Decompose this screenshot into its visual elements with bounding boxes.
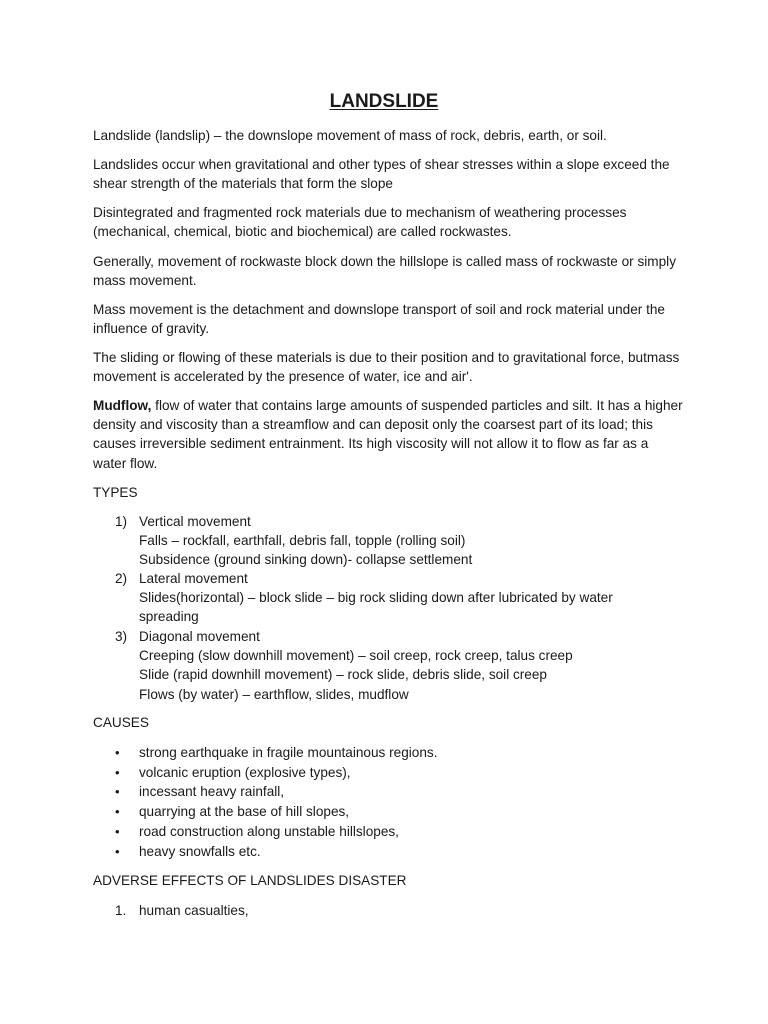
list-item xyxy=(93,627,683,704)
list-item-label: Vertical movement xyxy=(139,514,251,529)
mudflow-text: flow of water that contains large amounts of suspended particles and silt. It has a higher density and viscosity than a streamflow and can deposit only the coarsest part of its load; this causes irreversible sediment entrainment. Its high viscosity will not allow it to flow as far as a water flow. xyxy=(93,398,683,471)
paragraph-shear-stress: Landslides occur when gravitational and other types of shear stresses within a slope exceed the shear strength of the materials that form the slope xyxy=(93,157,670,192)
list-item-text: human casualties, xyxy=(139,903,249,918)
list-item xyxy=(93,802,683,821)
list-item-label: Lateral movement xyxy=(139,571,248,586)
list-number: 1) xyxy=(115,514,128,529)
paragraph-rockwastes: Disintegrated and fragmented rock materials due to mechanism of weathering processes (mechanical, chemical, biotic and biochemical) are called rockwastes. xyxy=(93,205,627,240)
list-item-text: heavy snowfalls etc. xyxy=(139,844,261,859)
bullet-icon: • xyxy=(115,745,120,760)
list-item xyxy=(93,512,683,570)
list-item xyxy=(93,743,683,762)
paragraph-mass-movement: Generally, movement of rockwaste block down the hillslope is called mass of rockwaste or simply mass movement. xyxy=(93,254,677,289)
bullet-icon: • xyxy=(115,765,120,780)
list-subline: Subsidence (ground sinking down)- collapse settlement xyxy=(139,552,473,568)
list-number: 1. xyxy=(115,903,127,918)
mudflow-term: Mudflow, xyxy=(93,398,152,413)
list-subline: Creeping (slow downhill movement) – soil creep, rock creep, talus creep xyxy=(139,648,573,664)
list-item-text: quarrying at the base of hill slopes, xyxy=(139,804,350,819)
list-item-label: Diagonal movement xyxy=(139,629,260,644)
bullet-icon: • xyxy=(115,804,120,819)
list-item xyxy=(93,901,683,920)
list-item-text: incessant heavy rainfall, xyxy=(139,784,285,799)
types-heading: TYPES xyxy=(93,485,138,500)
list-subline: Slide (rapid downhill movement) – rock slide, debris slide, soil creep xyxy=(139,667,547,683)
list-subline: Flows (by water) – earthflow, slides, mudflow xyxy=(139,686,409,702)
list-item xyxy=(93,763,683,782)
bullet-icon: • xyxy=(115,784,120,799)
page-title: LANDSLIDE xyxy=(329,91,439,112)
list-item xyxy=(93,842,683,861)
paragraph-mudflow xyxy=(93,396,683,473)
list-item xyxy=(93,822,683,841)
adverse-effects-heading: ADVERSE EFFECTS OF LANDSLIDES DISASTER xyxy=(93,873,407,888)
list-item-text: strong earthquake in fragile mountainous regions. xyxy=(139,745,438,760)
list-item-text: volcanic eruption (explosive types), xyxy=(139,765,351,780)
bullet-icon: • xyxy=(115,824,120,839)
list-item-text: road construction along unstable hillslopes, xyxy=(139,824,399,839)
list-subline: Slides(horizontal) – block slide – big rock sliding down after lubricated by water spreading xyxy=(139,590,613,625)
list-number: 2) xyxy=(115,571,128,586)
causes-heading: CAUSES xyxy=(93,715,149,730)
list-item xyxy=(93,782,683,801)
bullet-icon: • xyxy=(115,844,120,859)
paragraph-definition: Landslide (landslip) – the downslope movement of mass of rock, debris, earth, or soil. xyxy=(93,128,607,143)
list-number: 3) xyxy=(115,629,128,644)
list-item xyxy=(93,569,683,627)
list-subline: Falls – rockfall, earthfall, debris fall, topple (rolling soil) xyxy=(139,533,466,549)
paragraph-sliding-flowing: The sliding or flowing of these materials is due to their position and to gravitational force, butmass movement is accelerated by the presence of water, ice and air'. xyxy=(93,350,680,385)
paragraph-detachment: Mass movement is the detachment and downslope transport of soil and rock material under the influence of gravity. xyxy=(93,302,665,337)
